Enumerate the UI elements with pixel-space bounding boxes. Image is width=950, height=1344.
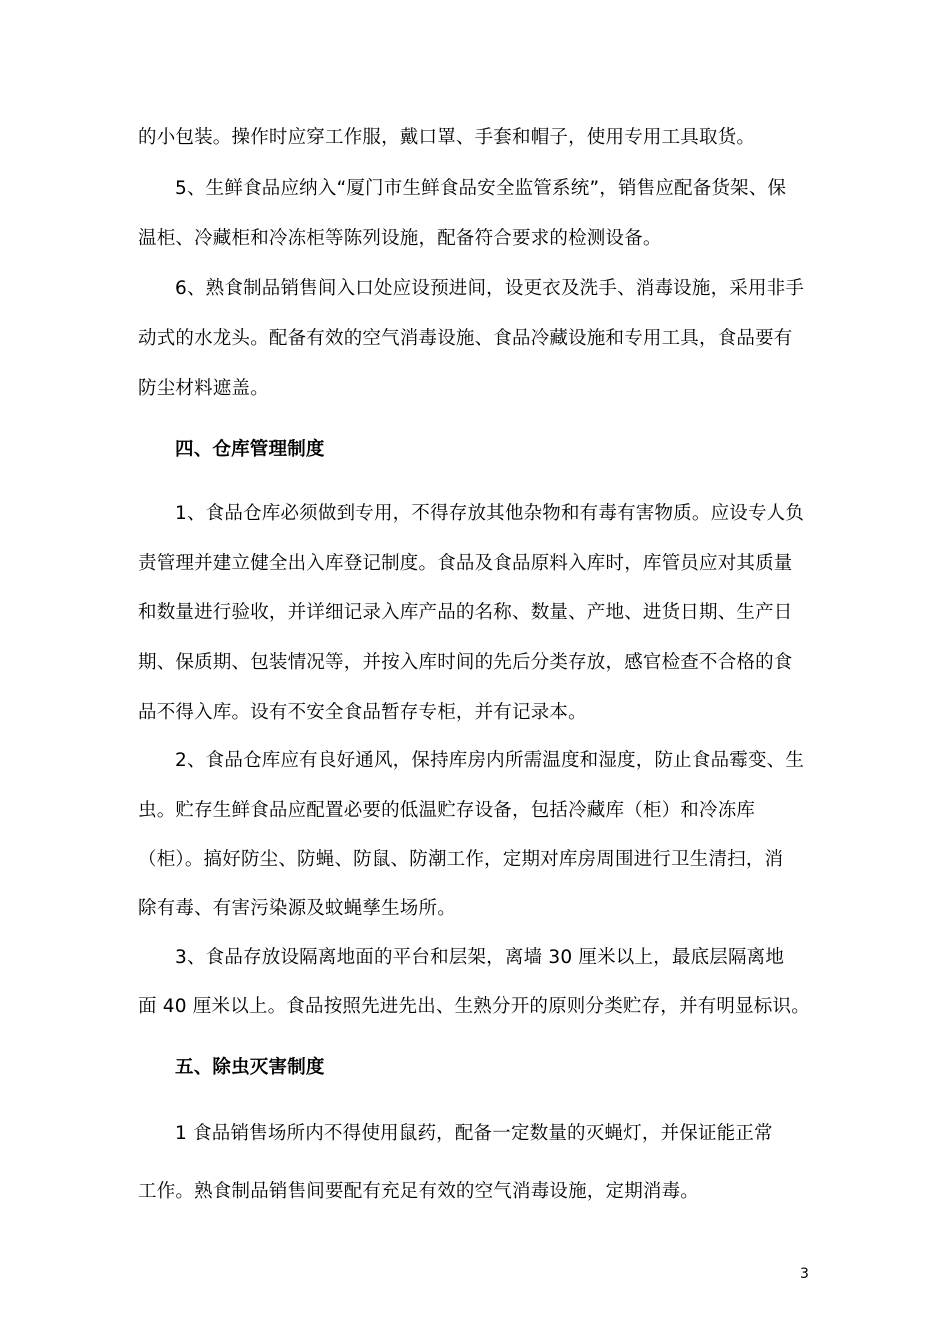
paragraph-line: 的小包装。操作时应穿工作服，戴口罩、手套和帽子，使用专用工具取货。 [138,127,756,148]
paragraph-line: 期、保质期、包装情况等，并按入库时间的先后分类存放，感官检查不合格的食 [138,652,793,673]
paragraph-line: 和数量进行验收，并详细记录入库产品的名称、数量、产地、进货日期、生产日 [138,602,793,623]
section-heading-pest-control: 五、除虫灭害制度 [175,1057,325,1078]
section-heading-warehouse: 四、仓库管理制度 [175,439,325,460]
paragraph-line: 工作。熟食制品销售间要配有充足有效的空气消毒设施，定期消毒。 [138,1181,700,1202]
paragraph-line: 动式的水龙头。配备有效的空气消毒设施、食品冷藏设施和专用工具，食品要有 [138,328,793,349]
paragraph-line: 5、生鲜食品应纳入“厦门市生鲜食品安全监管系统”，销售应配备货架、保 [175,178,787,199]
page-number: 3 [800,1266,809,1282]
paragraph-line: 责管理并建立健全出入库登记制度。食品及食品原料入库时，库管员应对其质量 [138,553,793,574]
paragraph-line: 6、熟食制品销售间入口处应设预进间，设更衣及洗手、消毒设施，采用非手 [175,278,805,299]
paragraph-line: 除有毒、有害污染源及蚊蝇孳生场所。 [138,898,456,919]
paragraph-line: 面 40 厘米以上。食品按照先进先出、生熟分开的原则分类贮存，并有明显标识。 [138,996,810,1017]
paragraph-line: 温柜、冷藏柜和冷冻柜等陈列设施，配备符合要求的检测设备。 [138,228,662,249]
paragraph-line: （柜）。搞好防尘、防蝇、防鼠、防潮工作，定期对库房周围进行卫生清扫，消 [138,849,784,870]
paragraph-line: 3、食品存放设隔离地面的平台和层架，离墙 30 厘米以上，最底层隔离地 [175,947,785,968]
paragraph-line: 1 食品销售场所内不得使用鼠药，配备一定数量的灭蝇灯，并保证能正常 [175,1123,773,1144]
paragraph-line: 品不得入库。设有不安全食品暂存专柜，并有记录本。 [138,702,587,723]
paragraph-line: 防尘材料遮盖。 [138,378,269,399]
paragraph-line: 2、食品仓库应有良好通风，保持库房内所需温度和湿度，防止食品霉变、生 [175,750,805,771]
paragraph-line: 1、食品仓库必须做到专用，不得存放其他杂物和有毒有害物质。应设专人负 [175,503,805,524]
paragraph-line: 虫。贮存生鲜食品应配置必要的低温贮存设备，包括冷藏库（柜）和冷冻库 [138,800,756,821]
